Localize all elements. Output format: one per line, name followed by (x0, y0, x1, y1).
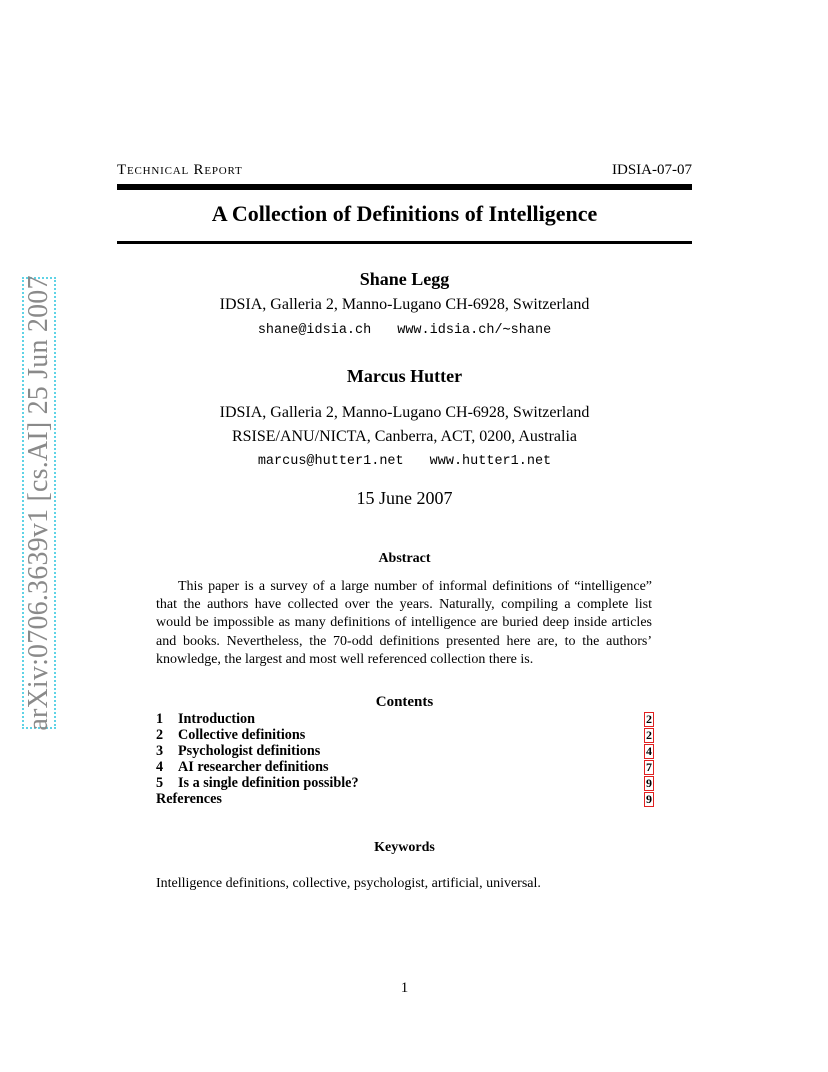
author-name: Marcus Hutter (346, 366, 463, 386)
author-affiliation: RSISE/ANU/NICTA, Canberra, ACT, 0200, Australia (231, 428, 578, 445)
toc-page-link[interactable]: 2 (646, 727, 652, 742)
toc-item[interactable] (156, 791, 654, 807)
author-email[interactable]: shane@idsia.ch (257, 323, 372, 338)
toc-number: 2 (156, 726, 164, 743)
toc-item[interactable] (156, 743, 654, 759)
author-contact (117, 321, 692, 338)
toc-item[interactable] (156, 711, 654, 727)
arxiv-stamp[interactable] (22, 277, 56, 729)
toc-page-link[interactable]: 4 (646, 743, 652, 758)
abstract-heading: Abstract (378, 551, 431, 566)
keywords-text: Intelligence definitions, collective, psychologist, artificial, universal. (156, 876, 541, 891)
toc-item[interactable] (156, 727, 654, 743)
toc-title[interactable]: References (156, 790, 222, 807)
toc-number: 5 (156, 774, 164, 791)
toc-title[interactable]: AI researcher definitions (178, 758, 329, 775)
toc-title[interactable]: Introduction (178, 710, 255, 727)
toc-title[interactable]: Psychologist definitions (178, 742, 321, 759)
table-of-contents (156, 711, 654, 807)
arxiv-id[interactable]: arXiv:0706.3639v1 [cs.AI] 25 Jun 2007 (23, 275, 54, 731)
author-email[interactable]: marcus@hutter1.net (257, 454, 404, 469)
toc-number: 3 (156, 742, 164, 759)
toc-page-link[interactable]: 7 (646, 759, 652, 774)
author-website[interactable]: www.hutter1.net (429, 454, 552, 469)
page-number: 1 (400, 980, 409, 996)
contents-heading: Contents (375, 694, 434, 710)
title-rule (117, 241, 692, 244)
author-affiliation: IDSIA, Galleria 2, Manno-Lugano CH-6928, Switzerland (219, 404, 590, 421)
toc-number: 1 (156, 710, 164, 727)
paper-title: A Collection of Definitions of Intelligence (211, 201, 598, 226)
paper-date: 15 June 2007 (356, 488, 453, 508)
report-label: Technical Report (117, 162, 243, 178)
top-rule (117, 184, 692, 190)
toc-page-link[interactable]: 2 (646, 711, 652, 726)
toc-page-link[interactable]: 9 (646, 775, 652, 790)
author-name: Shane Legg (359, 269, 450, 289)
toc-title[interactable]: Collective definitions (178, 726, 306, 743)
toc-item[interactable] (156, 775, 654, 791)
author-contact (117, 454, 692, 469)
report-header (117, 162, 692, 179)
author-affiliation: IDSIA, Galleria 2, Manno-Lugano CH-6928, Switzerland (219, 296, 590, 313)
keywords-heading: Keywords (374, 840, 435, 855)
toc-item[interactable] (156, 759, 654, 775)
author-website[interactable]: www.idsia.ch/∼shane (397, 323, 552, 338)
toc-page-link[interactable]: 9 (646, 791, 652, 806)
report-id: IDSIA-07-07 (612, 162, 692, 178)
toc-title[interactable]: Is a single definition possible? (178, 774, 359, 791)
abstract-text: This paper is a survey of a large number of informal definitions of “intelligence” that the authors have collected over the years. Naturally, compiling a complete list would be impossible as many definitions of intelligence are buried deep inside articles and books. Nevertheless, the 70-odd definitions presented here are, to the authors’ knowledge, the largest and most well referenced collection there is. (156, 579, 652, 667)
toc-number: 4 (156, 758, 164, 775)
